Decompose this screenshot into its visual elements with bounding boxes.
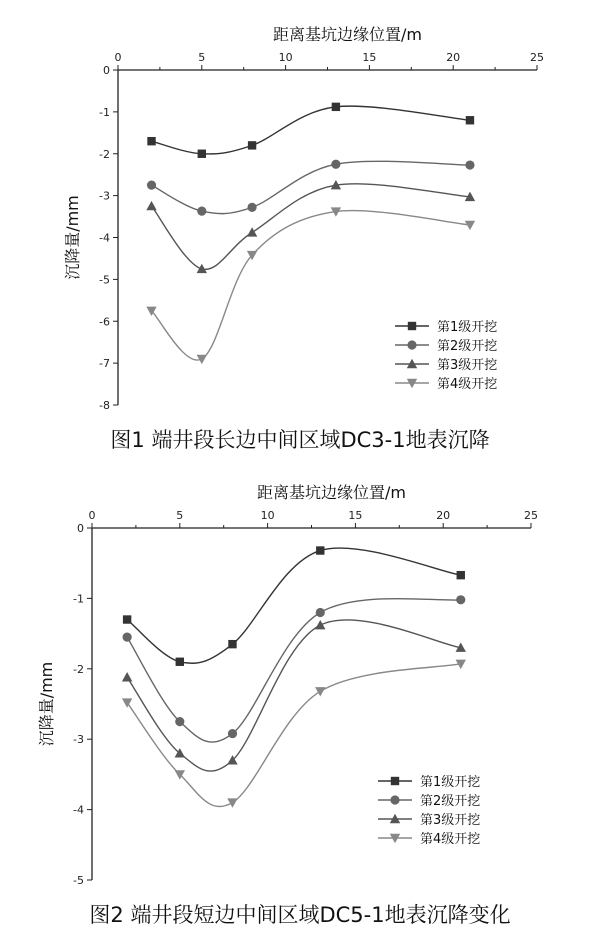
chart1-x-tick-label: 0: [114, 51, 122, 64]
chart2-series-1-point: [316, 546, 324, 554]
chart2-series-2-point: [175, 717, 184, 726]
chart1-y-tick-label: -5: [99, 273, 110, 287]
chart2-series-2-point: [456, 595, 465, 604]
chart1-y-tick-label: -4: [99, 231, 110, 245]
chart1-y-tick-label: -8: [99, 399, 110, 412]
chart2-series-1-line: [127, 548, 461, 663]
chart2-y-axis-label: 沉降量/mm: [37, 661, 56, 747]
chart2-x-axis-label: 距离基坑边缘位置/m: [257, 483, 406, 502]
chart1-x-axis-label: 距离基坑边缘位置/m: [273, 25, 422, 44]
chart1-y-axis-label: 沉降量/mm: [63, 195, 82, 280]
chart1-x-tick-label: 20: [446, 51, 461, 64]
chart2-x-tick-label: 5: [176, 509, 184, 522]
chart2-series-2-point: [123, 633, 132, 642]
chart2-series-1-point: [228, 640, 236, 648]
chart2-series-3-point: [315, 620, 325, 629]
chart2-legend-label: 第1级开挖: [420, 775, 481, 790]
chart2-series-1-point: [457, 571, 465, 579]
chart1-y-tick-label: -2: [99, 147, 110, 161]
chart2-legend-marker: [391, 777, 399, 785]
chart1-x-tick-label: 15: [362, 51, 377, 64]
chart2-y-tick-label: -5: [73, 874, 84, 887]
chart2-series-1-point: [176, 658, 184, 666]
chart2-series-2-point: [228, 729, 237, 738]
chart1-caption: 图1 端井段长边中间区域DC3-1地表沉降: [110, 428, 490, 452]
chart2-series-3-point: [122, 672, 132, 681]
chart2-series-3-line: [127, 620, 461, 771]
chart1-y-tick-label: 0: [103, 64, 110, 77]
chart2-legend-marker: [390, 795, 399, 804]
chart1-y-tick-label: -3: [99, 189, 110, 203]
chart2-x-tick-label: 10: [260, 509, 275, 522]
chart1-legend-label: 第1级开挖: [437, 320, 498, 335]
chart1-y-tick-label: -1: [99, 105, 110, 119]
chart1-x-tick-label: 5: [198, 51, 206, 64]
chart1-y-tick-label: -6: [99, 315, 110, 329]
chart2-x-tick-label: 0: [88, 509, 96, 522]
chart2-x-tick-label: 25: [524, 509, 538, 522]
chart2-x-tick-label: 20: [436, 509, 451, 522]
chart1-x-tick-label: 25: [530, 51, 544, 64]
chart1-legend-label: 第3级开挖: [437, 358, 498, 373]
chart1-y-tick-label: -7: [99, 357, 110, 371]
chart2-y-tick-label: -3: [73, 733, 84, 747]
chart2-y-tick-label: 0: [77, 522, 84, 535]
chart2-series-4-point: [122, 698, 132, 707]
chart2-x-tick-label: 15: [348, 509, 363, 522]
chart1-x-tick-label: 10: [278, 51, 293, 64]
chart2-series-4-line: [127, 664, 461, 807]
chart2-series-4-point: [315, 687, 325, 696]
chart2-legend-label: 第3级开挖: [420, 813, 481, 828]
chart2-legend-label: 第2级开挖: [420, 794, 481, 809]
chart1-legend-label: 第4级开挖: [437, 377, 498, 392]
chart2-series-2-point: [316, 608, 325, 617]
chart2-caption: 图2 端井段短边中间区域DC5-1地表沉降变化: [89, 903, 511, 927]
chart2-y-tick-label: -2: [73, 662, 84, 676]
chart2-y-tick-label: -1: [73, 592, 84, 606]
chart2-legend-label: 第4级开挖: [420, 832, 481, 847]
chart1-legend-label: 第2级开挖: [437, 339, 498, 354]
chart2-y-tick-label: -4: [73, 803, 84, 817]
chart2-series-1-point: [123, 615, 131, 623]
chart2-series-4-point: [227, 798, 237, 807]
